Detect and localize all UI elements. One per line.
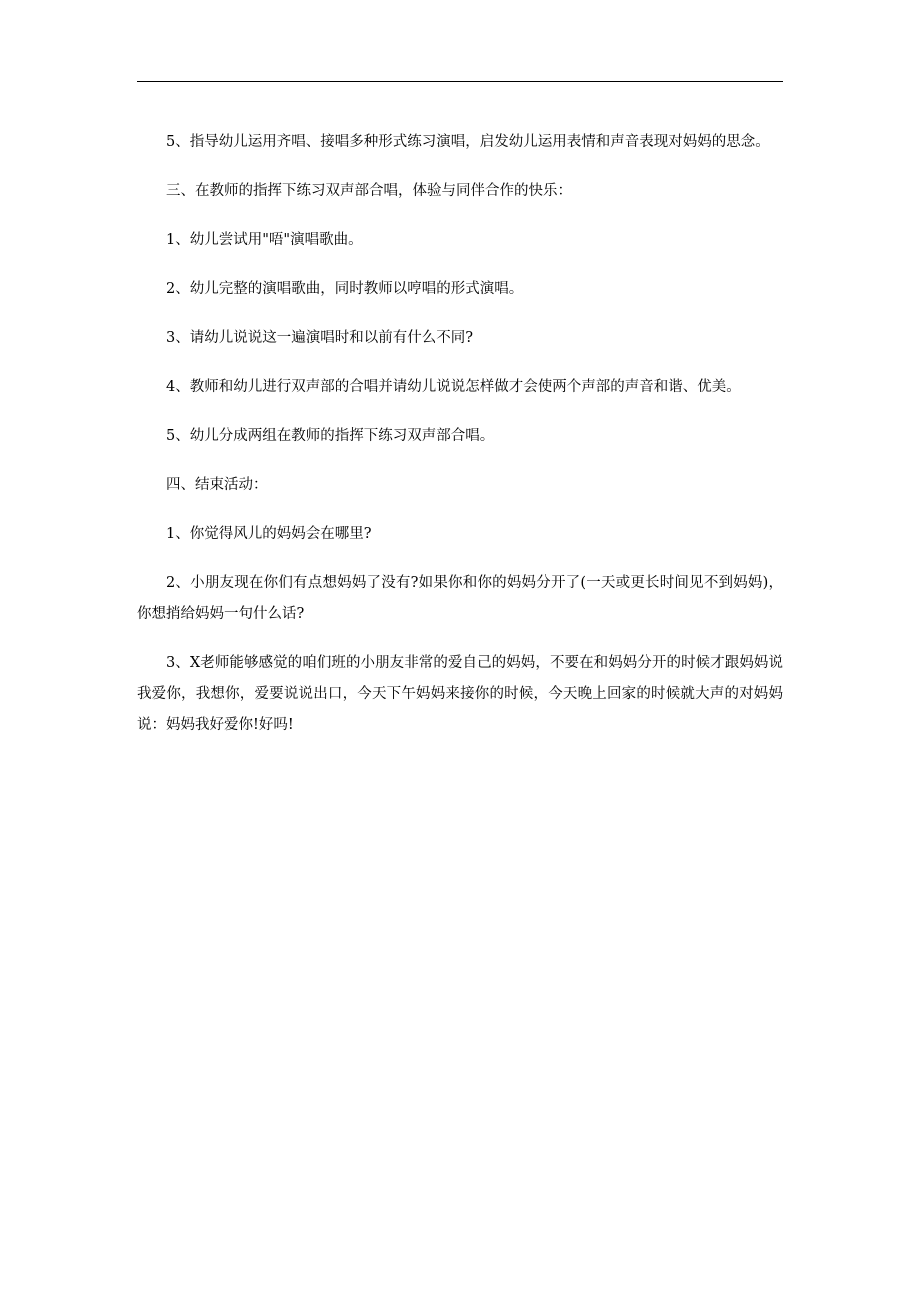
header-rule <box>137 81 783 82</box>
paragraph-question-1: 1、你觉得风儿的妈妈会在哪里? <box>166 526 372 542</box>
section-heading-three: 三、在教师的指挥下练习双声部合唱，体验与同伴合作的快乐： <box>166 183 572 199</box>
paragraph-question-2: 2、小朋友现在你们有点想妈妈了没有?如果你和你的妈妈分开了(一天或更长时间见不到妈妈)，你想捎给妈妈一句什么话? <box>137 575 783 622</box>
section-heading-four: 四、结束活动： <box>166 477 268 493</box>
paragraph-step-5-groups: 5、幼儿分成两组在教师的指挥下练习双声部合唱。 <box>166 428 495 444</box>
document-body <box>137 127 783 759</box>
paragraph-step-5-expression: 5、指导幼儿运用齐唱、接唱多种形式练习演唱，启发幼儿运用表情和声音表现对妈妈的思念。 <box>166 134 770 150</box>
paragraph-step-4-harmony: 4、教师和幼儿进行双声部的合唱并请幼儿说说怎样做才会使两个声部的声音和谐、优美。 <box>166 379 741 395</box>
paragraph-step-3-difference: 3、请幼儿说说这一遍演唱时和以前有什么不同? <box>166 330 473 346</box>
paragraph-step-2-complete: 2、幼儿完整的演唱歌曲，同时教师以哼唱的形式演唱。 <box>166 281 524 297</box>
paragraph-step-1-hum: 1、幼儿尝试用"唔"演唱歌曲。 <box>166 232 363 248</box>
paragraph-closing-3: 3、X老师能够感觉的咱们班的小朋友非常的爱自己的妈妈，不要在和妈妈分开的时候才跟妈妈说我爱你，我想你，爱要说说出口，今天下午妈妈来接你的时候，今天晚上回家的时候就大声的对妈妈说：妈妈我好爱你!好吗! <box>137 655 783 733</box>
